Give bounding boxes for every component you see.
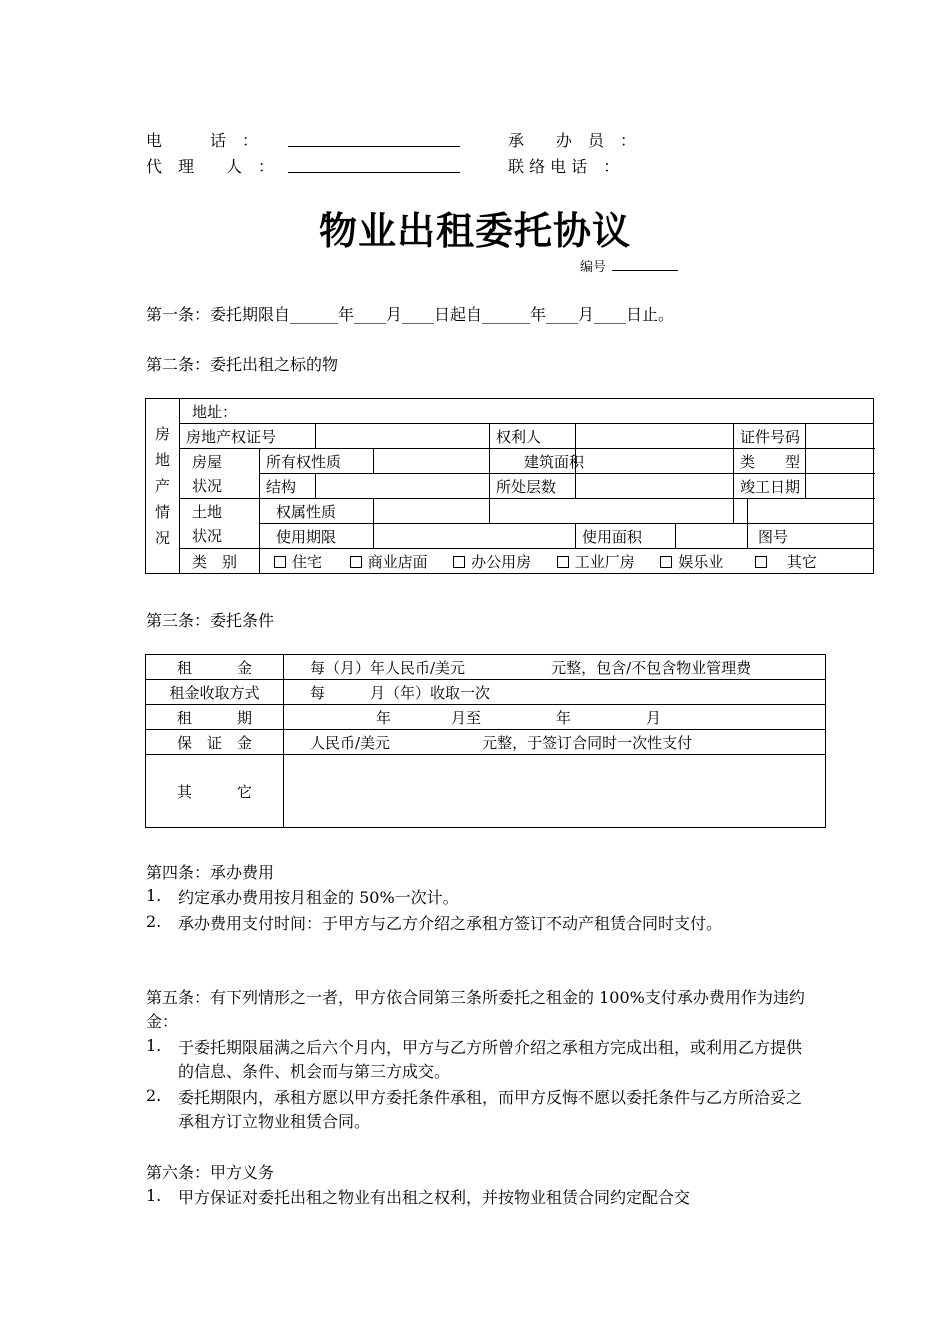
option-other[interactable]: 其它 <box>755 553 817 571</box>
other-value <box>284 755 826 828</box>
category-label: 类 别 <box>180 549 260 574</box>
checkbox-icon <box>274 556 286 568</box>
article-6-item-1-number: 1. <box>146 1186 162 1205</box>
article-4-heading: 第四条：承办费用 <box>146 863 275 882</box>
page-title: 物业出租委托协议 <box>318 209 631 253</box>
building-area-label: 建筑面积 <box>490 449 576 474</box>
agent-blank <box>288 172 460 173</box>
property-side-label: 房地产情况 <box>146 399 180 574</box>
type-value <box>806 449 874 474</box>
checkbox-icon <box>755 556 767 568</box>
contact-label: 联 络 电 话 ： <box>508 157 620 176</box>
use-area-value <box>676 524 748 549</box>
article-4-item-2-number: 2. <box>146 912 162 931</box>
land-blank-c <box>748 499 874 524</box>
period-value: 年 月至 年 月 <box>284 705 826 730</box>
serial-blank <box>612 270 678 271</box>
cert-no-label: 房地产权证号 <box>180 424 316 449</box>
use-period-label: 使用期限 <box>260 524 374 549</box>
ownership-nature-label: 所有权性质 <box>260 449 374 474</box>
ownership-nature-value <box>374 449 490 474</box>
category-options <box>260 549 874 574</box>
land-status-label: 状况 <box>180 524 260 549</box>
rent-value: 每（月）年人民币/美元 元整，包含/不包含物业管理费 <box>284 655 826 680</box>
checkbox-icon <box>557 556 569 568</box>
option-residential[interactable]: 住宅 <box>274 553 322 571</box>
building-area-value <box>576 449 734 474</box>
option-industrial[interactable]: 工业厂房 <box>557 553 635 571</box>
article-2: 第二条：委托出租之标的物 <box>146 355 339 374</box>
phone-blank <box>288 146 460 147</box>
type-label: 类 型 <box>734 449 806 474</box>
checkbox-icon <box>350 556 362 568</box>
house-status-label: 状况 <box>180 474 260 499</box>
serial-label: 编号 <box>580 260 607 275</box>
owner-value <box>576 424 734 449</box>
collect-label: 租金收取方式 <box>146 680 284 705</box>
checkbox-icon <box>660 556 672 568</box>
deposit-label: 保 证 金 <box>146 730 284 755</box>
article-6-heading: 第六条：甲方义务 <box>146 1163 275 1182</box>
structure-value <box>316 474 490 499</box>
floor-value <box>576 474 734 499</box>
house-label: 房屋 <box>180 449 260 474</box>
id-no-value <box>806 424 874 449</box>
article-5-item-2: 委托期限内，承租方愿以甲方委托条件承租，而甲方反悔不愿以委托条件与乙方所洽妥之承租方订立物业租赁合同。 <box>178 1088 803 1131</box>
deposit-value: 人民币/美元 元整，于签订合同时一次性支付 <box>284 730 826 755</box>
period-label: 租 期 <box>146 705 284 730</box>
terms-table <box>145 654 826 828</box>
title-nature-value <box>374 499 490 524</box>
use-period-value <box>374 524 576 549</box>
article-3: 第三条：委托条件 <box>146 611 275 630</box>
land-label: 土地 <box>180 499 260 524</box>
property-table <box>145 398 874 574</box>
collect-value: 每 月（年）收取一次 <box>284 680 826 705</box>
address-cell: 地址： <box>180 399 874 424</box>
cert-no-value <box>316 424 490 449</box>
article-1: 第一条：委托期限自______年____月____日起自______年____月____日止。 <box>146 305 675 324</box>
use-area-label: 使用面积 <box>576 524 676 549</box>
phone-label: 电 话 ： <box>146 131 259 150</box>
other-label: 其 它 <box>146 755 284 828</box>
owner-label: 权利人 <box>490 424 576 449</box>
article-5-item-2-number: 2. <box>146 1086 162 1105</box>
agent-label: 代 理 人 ： <box>146 157 275 176</box>
article-4-item-1-number: 1. <box>146 886 162 905</box>
land-blank-a <box>490 499 734 524</box>
article-5-item-1-number: 1. <box>146 1036 162 1055</box>
completion-date-label: 竣工日期 <box>734 474 806 499</box>
option-retail[interactable]: 商业店面 <box>350 553 428 571</box>
map-no-label: 图号 <box>748 524 874 549</box>
title-nature-label: 权属性质 <box>260 499 374 524</box>
article-6-item-1: 甲方保证对委托出租之物业有出租之权利，并按物业租赁合同约定配合交 <box>178 1188 691 1207</box>
id-no-label: 证件号码 <box>734 424 806 449</box>
structure-label: 结构 <box>260 474 316 499</box>
article-4-item-2: 承办费用支付时间：于甲方与乙方介绍之承租方签订不动产租赁合同时支付。 <box>178 914 723 933</box>
floor-label: 所处层数 <box>490 474 576 499</box>
handler-label: 承 办 员 ： <box>508 131 637 150</box>
land-blank-b <box>734 499 748 524</box>
article-4-item-1: 约定承办费用按月租金的 50%一次计。 <box>178 888 459 907</box>
option-office[interactable]: 办公用房 <box>453 553 531 571</box>
article-5-heading: 第五条：有下列情形之一者，甲方依合同第三条所委托之租金的 100%支付承办费用作为违约金： <box>146 988 805 1031</box>
article-5-item-1: 于委托期限届满之后六个月内，甲方与乙方所曾介绍之承租方完成出租，或利用乙方提供的信息、条件、机会而与第三方成交。 <box>178 1038 803 1081</box>
completion-date-value <box>806 474 874 499</box>
rent-label: 租 金 <box>146 655 284 680</box>
option-entertainment[interactable]: 娱乐业 <box>660 553 723 571</box>
checkbox-icon <box>453 556 465 568</box>
